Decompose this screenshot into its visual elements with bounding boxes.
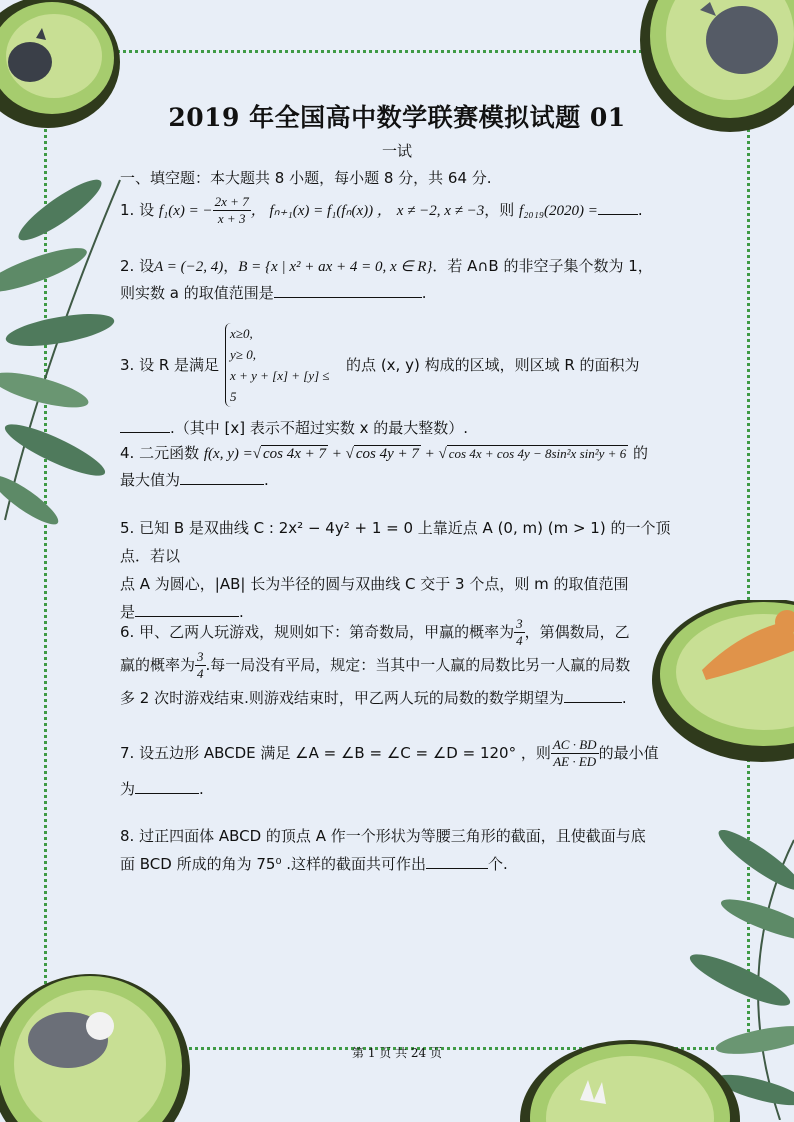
question-8: 8. 过正四面体 ABCD 的顶点 A 作一个形状为等腰三角形的截面，且使截面与底 面 BCD 所成的角为 75⁰ .这样的截面共可作出 个.	[120, 827, 646, 873]
question-4: 4. 二元函数 f(x, y) =√ cos 4x + 7 + √ cos 4y + 7 + √ cos 4x + cos 4y − 8sin²x sin²y + 6 的 最大值为 .	[120, 444, 648, 489]
section-heading: 一、填空题：本大题共 8 小题，每小题 8 分，共 64 分.	[120, 169, 492, 187]
fraction: $\frac{2x + 7}{x + 3}$	[214, 194, 249, 226]
answer-blank[interactable]	[564, 688, 622, 703]
answer-blank[interactable]	[426, 854, 488, 869]
answer-blank[interactable]	[180, 470, 264, 485]
answer-blank[interactable]	[120, 418, 170, 433]
page-title: 2019 年全国高中数学联赛模拟试题 01	[168, 103, 626, 132]
question-3: 3. 设 R 是满足 x≥0, y≥ 0, x + y + [x] + [y] ≤ 5 的点 (x, y) 构成的区域，则区域 R 的面积为 .（其中 [x] 表示不超过实数 x 的最大整数）.	[120, 323, 680, 441]
answer-blank[interactable]	[598, 200, 638, 215]
answer-blank[interactable]	[135, 602, 239, 617]
page-subtitle: 一试	[381, 143, 412, 160]
question-2: 2. 设A = (−2, 4)，B = {x | x² + ax + 4 = 0, x ∈ R}．若 A∩B 的非空子集个数为 1， 则实数 a 的取值范围是 .	[120, 257, 653, 302]
question-1: 1. 设 f₁(x) = − $\frac{2x + 7}{x + 3}$ ， fₙ₊₁(x) = f₁(fₙ(x)) ， x ≠ −2, x ≠ −3，则 f₂₀₁₉(2020) = .	[120, 194, 643, 226]
answer-blank[interactable]	[135, 779, 199, 794]
answer-blank[interactable]	[274, 283, 422, 298]
avocado-cat-decoration-bottom-left	[0, 960, 190, 1122]
constraint-system: x≥0, y≥ 0, x + y + [x] + [y] ≤ 5	[225, 323, 338, 407]
page-number: 第 1 页 共 24 页	[352, 1046, 442, 1060]
question-7: 7. 设五边形 ABCDE 满足 ∠A = ∠B = ∠C = ∠D = 120° ，则 $\frac{AC \cdot BD}{AE \cdot ED}$ 的最小值 为 .	[120, 737, 659, 798]
leaf-branch-decoration-left	[0, 120, 140, 540]
question-6: 6. 甲、乙两人玩游戏，规则如下：第奇数局，甲赢的概率为 $\frac{3}{4}$ ，第偶数局，乙 赢的概率为 $\frac{3}{4}$ .每一局没有平局，规定：当其中一人赢的局数比另一人赢的局数 多 2 次时游戏结束.则游戏结束时，甲乙两人玩的局数的数学期望为 .	[120, 616, 631, 707]
question-5: 5. 已知 B 是双曲线 C : 2x² − 4y² + 1 = 0 上靠近点 A (0, m) (m > 1) 的一个顶点．若以 点 A 为圆心，|AB| 长为半径的圆与双曲线 C 交于 3 个点，则 m 的取值范围 是 .	[120, 519, 671, 621]
